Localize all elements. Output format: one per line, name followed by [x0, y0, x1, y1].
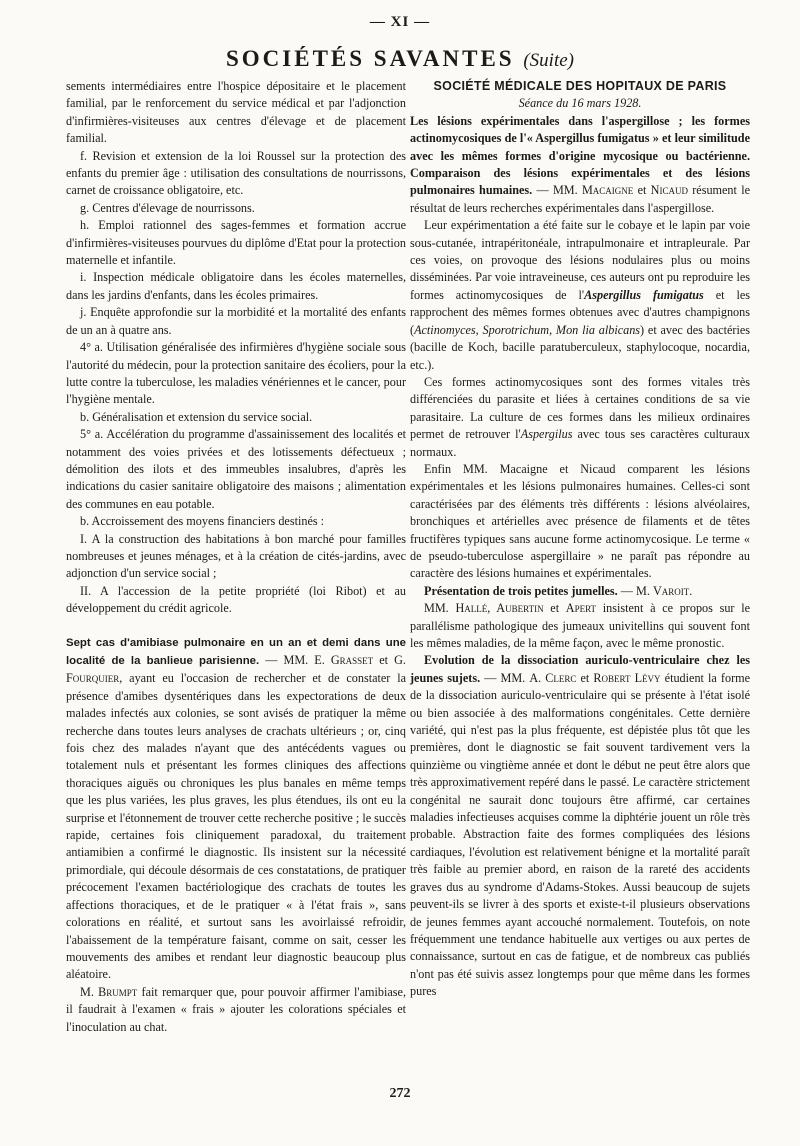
paragraph: 5° a. Accélération du programme d'assainissement des localités et notamment des voies privées et des lotissements défectueux ; démolition des ilots et des immeubles insalubres, d'après les indications du casier sanitaire obligatoire des maisons ; alimentation des communes en eau potable. [66, 427, 406, 511]
paragraph: Ces formes actinomycosiques sont des formes vitales très différenciées du parasite et liées à certaines conditions de sa vie parasitaire. La culture de ces formes dans les milieux ordinaires permet de retrouver l'Aspergilus avec tous ses caractères culturaux normaux. [410, 374, 750, 459]
paragraph: MM. Hallé, Aubertin et Apert insistent à ce propos sur le parallélisme pathologique des jumeaux univitellins qui souvent font les mêmes maladies, de la même façon, avec le même pronostic. [410, 601, 750, 650]
author: Varoit [652, 583, 690, 598]
author: Hallé, Aubertin [455, 601, 544, 616]
author: M. Brumpt [80, 984, 138, 999]
amibiase-article: Sept cas d'amibiase pulmonaire en un an et demi dans une localité de la banlieue parisienne. — MM. E. Grasset et G. Fourquier, ayant eu l'occasion de rechercher et de constater la présence d'amibes dysentériques dans les expectorations de deux malades infectés aux colonies, se sont avisés de pratiquer la même recherche dans toutes leurs analyses de crachats ultérieurs ; or, cinq fois chez des malades n'ayant que des antécédents vagues ou totalement nuls et présentant les formes cliniques des affections thoraciques aiguës ou chroniques les plus banales en même temps que les plus variées, les plus graves, les plus étendues, ils ont eu la surprise et l'étonnement de trouver cette recherche positive ; le succès rapide, certaines fois cliniquement paradoxal, du traitement antiamibien a confirmé le diagnostic. Ils insistent sur la nécessité primordiale, qui découle désormais de ces constatations, de pratiquer précocement l'examen bactériologique des crachats de toutes les affections thoraciques, et de le pratiquer « à l'état frais », sans colorations en réalité, et surtout sans les avoirlaissé refroidir, l'abaissement de la température faisant, comme on sait, cesser les mouvements des amibes et rendant leur diagnostic beaucoup plus aléatoire. [66, 636, 406, 982]
paragraph: b. Généralisation et extension du service social. [80, 409, 313, 424]
article-title: Présentation de trois petites jumelles. [424, 583, 618, 598]
jumelles-article: Présentation de trois petites jumelles. — M. Varoit. [424, 583, 693, 598]
author: Robert Lévy [593, 670, 661, 685]
paragraph: I. A la construction des habitations à bon marché pour familles nombreuses et jeunes ménages, et à la création de cités-jardins, avec adjonction d'un service social ; [66, 531, 406, 581]
paragraph: 4° a. Utilisation généralisée des infirmières d'hygiène sociale sous l'autorité du médecin, pour la protection sanitaire des écoliers, pour la lutte contre la tuberculose, les maladies vénériennes et le cancer, pour l'hygiène mentale. [66, 340, 406, 407]
left-column [66, 78, 406, 1036]
paragraph: b. Accroissement des moyens financiers destinés : [80, 514, 325, 529]
article-title: Evolution de la dissociation auriculo-ventriculaire chez les jeunes sujets. [410, 653, 750, 685]
paragraph: M. Brumpt fait remarquer que, pour pouvoir affirmer l'amibiase, il faudrait à l'examen « frais » ajouter les colorations spéciales et l'inoculation au chat. [66, 984, 406, 1034]
article-title: Sept cas d'amibiase pulmonaire en un an et demi dans une localité de la banlieue parisienne. [66, 636, 406, 667]
article-title: Les lésions expérimentales dans l'aspergillose ; les formes actinomycosiques de l'« Aspergillus fumigatus » et leur similitude avec les mêmes formes d'origine mycosique ou bactérienne. Comparaison des lésions expérimentales et des lésions pulmonaires humaines. [410, 113, 750, 198]
dissociation-article: Evolution de la dissociation auriculo-ventriculaire chez les jeunes sujets. — MM. A. Clerc et Robert Lévy étudient la forme de la dissociation auriculo-ventriculaire qui se présente à l'état isolé ou bien associée à des malformations congénitales. Cette dernière variété, qui n'est pas la plus fréquente, est dépistée plus tôt que les premières, dont le diagnostic se fait souvent tardivement vers la quinzième ou vingtième année et dont le début ne peut être alors que très approximativement repéré dans le passé. Le caractère strictement congénital ne saurait donc toujours être affirmé, car certaines maladies infectieuses acquises comme la diphtérie jouent un rôle très probable. Abstraction faite des formes compliquées des lésions cardiaques, l'évolution est relativement bénigne et la mortalité paraît très faible au premier abord, en raison de la rareté des accidents graves dus au syndrome d'Adams-Stokes. Aussi beaucoup de sujets peuvent-ils se livrer à des sports et existe-t-il plusieurs observations de jeunes femmes ayant accouché normalement. Toutefois, on note fréquemment une tendance habituelle aux vertiges ou aux pertes de connaissance, surtout en cas de fatigue, et de nombreux cas publiés n'ont pas été suivis assez longtemps pour que même dans les formes pures [410, 653, 751, 999]
society-title: SOCIÉTÉ MÉDICALE DES HOPITAUX DE PARIS [433, 79, 727, 93]
header-suite: (Suite) [523, 50, 574, 71]
paragraph: f. Revision et extension de la loi Roussel sur la protection des enfants du premier âge : utilisation des consultations de nourrissons, carnet de croissance obligatoire, etc. [66, 148, 406, 198]
author: E. Grasset [314, 653, 374, 667]
page-header [0, 46, 800, 72]
author: Macaigne [581, 183, 634, 198]
paragraph: i. Inspection médicale obligatoire dans les écoles maternelles, dans les jardins d'enfants, dans les écoles primaires. [66, 270, 406, 302]
paragraph: j. Enquête approfondie sur la morbidité et la mortalité des enfants de un an à quatre ans. [66, 305, 406, 337]
paragraph: g. Centres d'élevage de nourrissons. [80, 200, 255, 215]
author: Nicaud [650, 183, 688, 198]
right-column [410, 78, 750, 1001]
header-title: SOCIÉTÉS SAVANTES [226, 46, 515, 71]
session-date: Séance du 16 mars 1928. [518, 96, 642, 111]
author: Apert [565, 601, 597, 616]
paragraph: Leur expérimentation a été faite sur le cobaye et le lapin par voie sous-cutanée, intrapéritonéale, intrapulmonaire et intrapleurale. Par ces voies, on provoque des lésions nodulaires plus ou moins disséminées. Par voie intraveineuse, ces auteurs ont pu reproduire les formes actinomycosiques de l'Aspergillus fumigatus et les rapprochent des mêmes formes obtenues avec d'autres champignons (Actinomyces, Sporotrichum, Mon lia albicans) et avec des bactéries (bacille de Koch, bacille paratuberculeux, staphylocoque, nocardia, etc.). [410, 218, 750, 372]
paragraph: h. Emploi rationnel des sages-femmes et formation accrue d'infirmières-visiteuses pourvues du diplôme d'Etat pour la protection maternelle et infantile. [66, 218, 406, 268]
author: A. Clerc [529, 670, 577, 685]
aspergillose-article: Les lésions expérimentales dans l'aspergillose ; les formes actinomycosiques de l'« Aspergillus fumigatus » et leur similitude avec les mêmes formes d'origine mycosique ou bactérienne. Comparaison des lésions expérimentales et des lésions pulmonaires humaines. — MM. Macaigne et Nicaud résument le résultat de leurs recherches expérimentales dans l'aspergillose. [410, 113, 750, 215]
page-number: — XI — [369, 14, 431, 30]
paragraph: Enfin MM. Macaigne et Nicaud comparent les lésions expérimentales et les lésions pulmonaires humaines. Celles-ci sont caractérisées par des éléments très différents : lésions alvéolaires, bronchiques et artérielles avec présence de filaments et de têtes fructifères typiques sans aucune forme actinomycosique. Le terme « de pseudo-tuberculose aspergillaire » ne paraît pas répondre au caractère des lésions humaines et expérimentales. [410, 461, 750, 581]
paragraph: sements intermédiaires entre l'hospice dépositaire et le placement familial, par le renforcement du service médical et par l'adjonction d'infirmières-visiteuses aux centres d'élevage et de placement familial. [66, 79, 406, 146]
page-footer-number: 272 [389, 1086, 411, 1101]
paragraph: II. A l'accession de la petite propriété (loi Ribot) et au développement du crédit agricole. [66, 583, 406, 616]
author: G. Fourquier [66, 653, 406, 686]
